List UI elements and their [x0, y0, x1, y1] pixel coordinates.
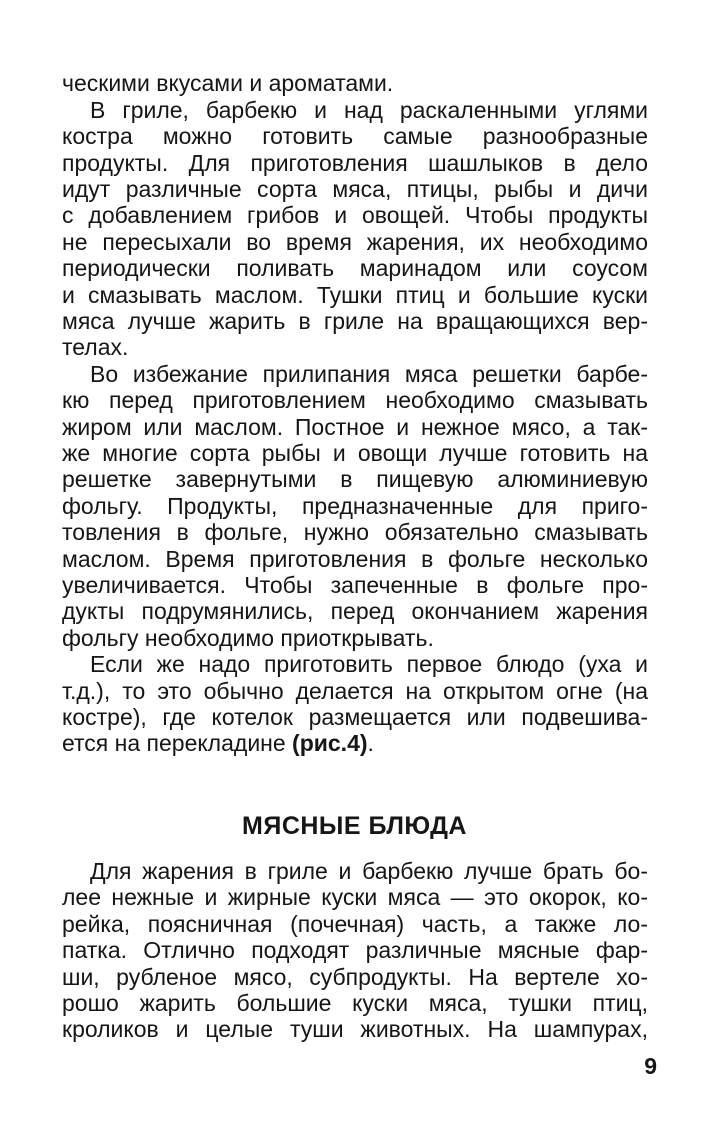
- text-line: лее нежные и жирные куски мяса — это окорок, ко-: [62, 884, 648, 910]
- page-number: 9: [644, 1053, 657, 1079]
- text-line: товления в фольге, нужно обязательно смазывать: [62, 519, 648, 545]
- text-line: рейка, поясничная (почечная) часть, а также ло-: [62, 911, 648, 937]
- text-line: ши, рубленое мясо, субпродукты. На вертеле хо-: [62, 964, 648, 990]
- text-line: увеличивается. Чтобы запеченные в фольге про-: [62, 572, 648, 598]
- text-line: Если же надо приготовить первое блюдо (уха и: [90, 651, 648, 677]
- text-line: патка. Отлично подходят различные мясные фар-: [62, 937, 648, 963]
- text-line: же многие сорта рыбы и овощи лучше готовить на: [62, 440, 648, 466]
- text-line-with-figure-ref: [62, 730, 648, 757]
- text-line: кю перед приготовлением необходимо смазывать: [62, 387, 648, 413]
- text-line: ческими вкусами и ароматами.: [62, 70, 394, 96]
- text-line: В гриле, барбекю и над раскаленными углями: [90, 97, 648, 123]
- text-line: не пересыхали во время жарения, их необходимо: [62, 229, 648, 255]
- text-line: мяса лучше жарить в гриле на вращающихся вер-: [62, 308, 648, 334]
- text-line: костре), где котелок размещается или подвешива-: [62, 704, 648, 730]
- text-line: продукты. Для приготовления шашлыков в дело: [62, 150, 648, 176]
- text-line: периодически поливать маринадом или соусом: [62, 255, 648, 281]
- text-line: т.д.), то это обычно делается на открытом огне (на: [62, 678, 648, 704]
- text-segment: .: [367, 730, 374, 756]
- text-line: рошо жарить большие куски мяса, тушки птиц,: [62, 990, 648, 1016]
- text-line: фольгу. Продукты, предназначенные для приго-: [62, 493, 648, 519]
- text-line: фольгу необходимо приоткрывать.: [62, 625, 434, 651]
- section-heading: МЯСНЫЕ БЛЮДА: [242, 812, 467, 840]
- text-line: с добавлением грибов и овощей. Чтобы продукты: [62, 202, 648, 228]
- text-line: дукты подрумянились, перед окончанием жарения: [62, 598, 648, 624]
- text-line: маслом. Время приготовления в фольге несколько: [62, 546, 648, 572]
- text-line: телах.: [62, 334, 129, 360]
- text-line: кроликов и целые туши животных. На шампурах,: [62, 1016, 648, 1042]
- text-line: костра можно готовить самые разнообразные: [62, 123, 648, 149]
- text-segment: ется на перекладине: [62, 730, 293, 756]
- text-line: жиром или маслом. Постное и нежное мясо, а так-: [62, 414, 648, 440]
- figure-reference: (рис.4): [292, 730, 368, 756]
- text-line: идут различные сорта мяса, птицы, рыбы и дичи: [62, 176, 648, 202]
- text-line: и смазывать маслом. Тушки птиц и большие куски: [62, 282, 648, 308]
- text-line: Для жарения в гриле и барбекю лучше брать бо-: [90, 858, 648, 884]
- text-line: Во избежание прилипания мяса решетки барбе-: [90, 361, 648, 387]
- text-line: решетке завернутыми в пищевую алюминиевую: [62, 466, 648, 492]
